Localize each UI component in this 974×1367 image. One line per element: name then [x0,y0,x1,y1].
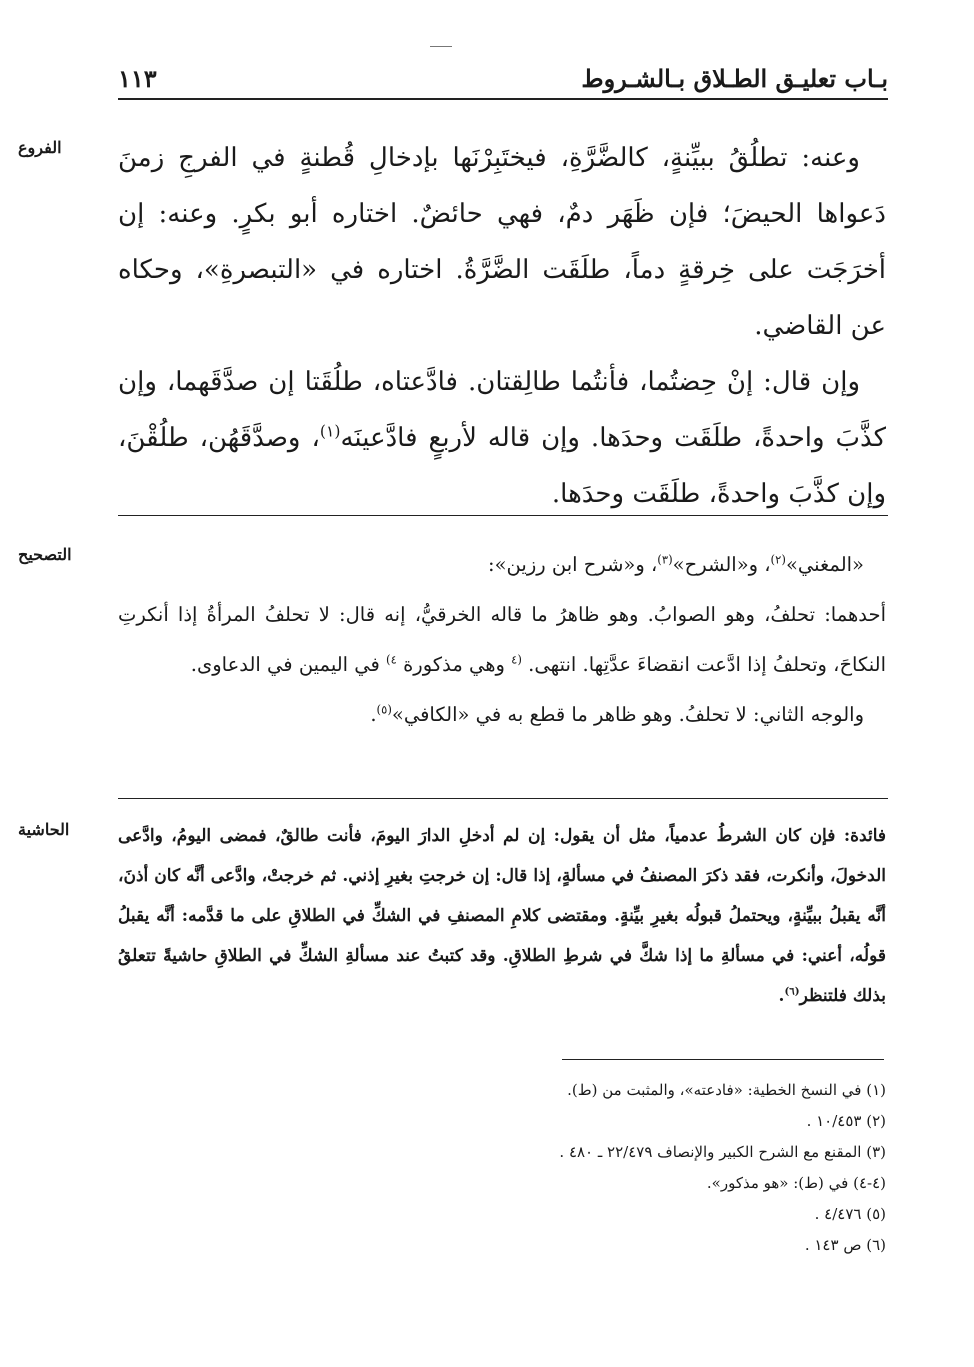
tashih-intro [118,540,886,590]
tashih-p1-c: في اليمين في الدعاوى. [190,653,380,676]
main-text [118,130,886,522]
footnote-item: (٦) ص ١٤٣ . [804,1236,886,1254]
footnote-item: (٤-٤) في (ط): «هو مذكور». [706,1174,886,1192]
tashih-paragraph-2 [118,690,886,740]
running-header [118,62,888,100]
footnote-ref-4-open: (٤ [511,652,522,667]
footnote-item: (١) في النسخ الخطية: «فادعته»، والمثبت من (ط). [567,1081,886,1099]
tashih-paragraph-1 [118,590,886,690]
chapter-title: بـاب تعليـق الطـلاق بـالشـروط [581,64,888,93]
hashiya-paragraph [118,816,886,1016]
footnote-ref-4-close: ٤) [386,652,397,667]
tashih-p2-b: . [370,703,377,726]
tashih-p1-b: وهي مذكورة [403,653,505,676]
main-paragraph-2 [118,354,886,522]
label-furu: الفروع [18,138,62,157]
footnote-ref-2: (٢) [770,552,786,567]
label-tashih: التصحيح [18,545,72,564]
tashih-intro-b: ، و«الشرح» [672,553,771,576]
main-paragraph-1: وعنه: تطلُقُ ببيِّنةٍ، كالضَّرَّةِ، فيختَبِرْنَها بإدخالِ قُطنةٍ في الفرجِ زمنَ دَعواها الحيضَ؛ فإن ظَهَر دمٌ، فهي حائضٌ. اختاره أبو بكرٍ. وعنه: إن أخرَجَت على خِرقةٍ دماً، طلَقَت الضَّرَّةُ. اختاره في «التبصرةِ»، وحكاه عن القاضي. [118,143,887,341]
main-p2-part-a: وإن قال: إنْ حِضتُما، فأنتُما طالِقتان. فادَّعتاه، طلُقَتا إن صدَّقَهما، وإن كذَّبَ واحدةً، طلَقَت وحدَها. وإن قاله لأربعٍ فادَّعينَه [118,367,887,453]
tashih-intro-a: «المغني» [785,553,864,576]
footnote-divider [562,1059,884,1060]
hashiya-text [118,816,886,1016]
section-divider-1 [118,515,888,516]
footnote-item: (٣) المقنع مع الشرح الكبير والإنصاف ٢٢/٤٧٩ ـ ٤٨٠ . [559,1143,886,1161]
tashih-p1-a: أحدهما: تحلفُ، وهو الصوابُ. وهو ظاهرُ ما قاله الخرقيُّ، إنه قال: لا تحلفُ المرأةُ إذا أنكرتِ النكاحَ، وتحلفُ إذا ادَّعت انقضاءَ عدَّتِها. انتهى. [118,603,886,676]
footnote-item: (٢) ١٠/٤٥٣ . [806,1112,886,1130]
main-p2-part-b: ، وصدَّقَهُن، طلُقْنَ، وإن كذَّبَ واحدةً، طلَقَت وحدَها. [118,423,886,509]
footnote-ref-5: (٥) [376,702,392,717]
page-number: ١١٣ [118,64,157,93]
footnote-ref-3: (٣) [657,552,673,567]
hashiya-body: فائدة: فإن كان الشرطُ عدمياً، مثل أن يقول: إن لم أدخلِ الدارَ اليومَ، فأنت طالقٌ، فمضى اليومُ، وادَّعى الدخولَ، وأنكرت، فقد ذكرَ المصنفُ في مسألةٍ، إذا قال: إن خرجتِ بغيرِ إذني. ثم خرجتْ، وادَّعى أنَّه كان أذنَ، أنَّه يقبلُ ببيِّنةٍ، ويحتملُ قبولُه بغيرِ بيِّنةٍ. ومقتضى كلامِ المصنفِ في الشكِّ في الطلاقِ على ما قدَّمه: أنَّه يقبلُ قولُه، أعني: في مسألةِ ما إذا شكَّ في شرطِ الطلاقِ. وقد كتبتُ عند مسألةِ الشكِّ في الطلاقِ حاشيةً تتعلقُ بذلك فلتنظر [118,826,886,1006]
footnotes [118,1075,886,1261]
section-divider-2 [118,798,888,799]
footnote-item: (٥) ٤/٤٧٦ . [814,1205,886,1223]
tashih-p2-a: والوجه الثاني: لا تحلفُ. وهو ظاهر ما قطع به في «الكافي» [391,703,864,726]
tashih-intro-c: ، و«شرح ابن رزين»: [488,553,658,576]
hashiya-end: . [778,986,785,1006]
label-hashiya: الحاشية [18,820,70,839]
tashih-text [118,540,886,740]
footnote-ref-1: (١) [319,422,341,441]
top-mark [430,46,452,47]
footnote-ref-6: (٦) [784,985,800,998]
